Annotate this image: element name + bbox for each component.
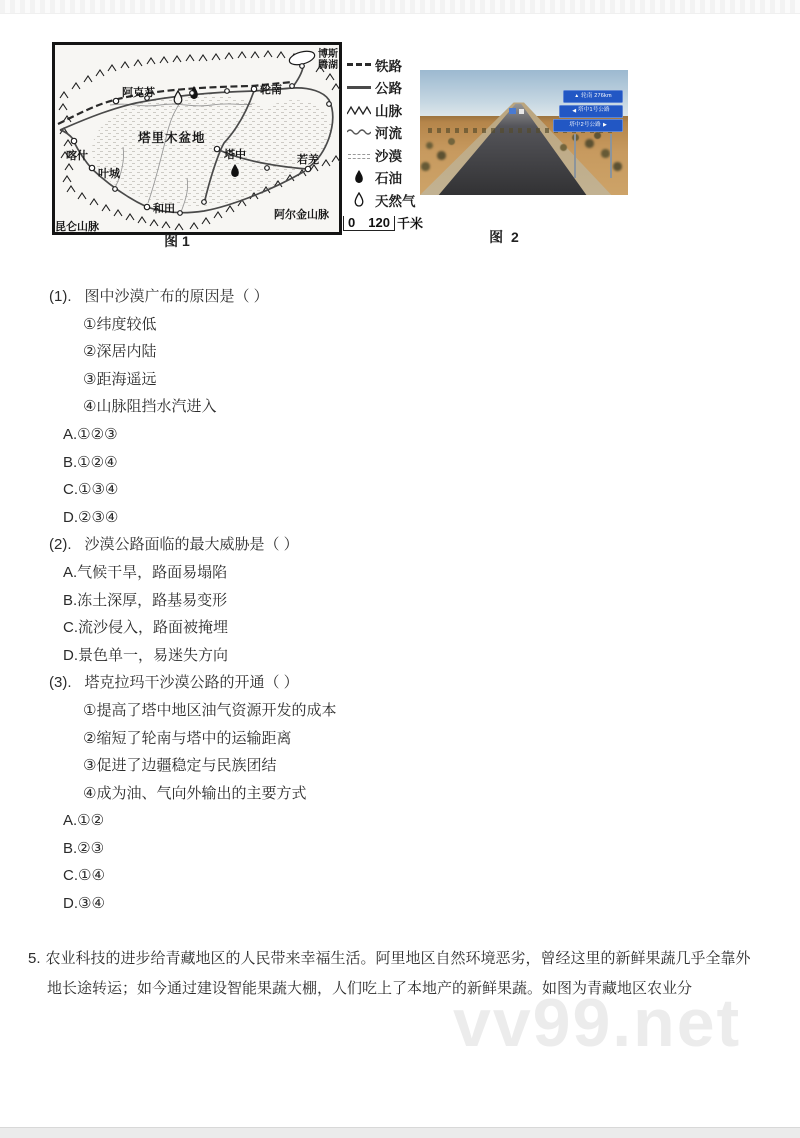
sign-post <box>574 134 577 178</box>
question-2-number: (2). <box>49 536 72 554</box>
map-label-aerjin: 阿尔金山脉 <box>274 209 329 221</box>
question-3-number: (3). <box>49 674 72 692</box>
map-label-yecheng: 叶城 <box>98 168 120 180</box>
question-1-item-1: ①纬度较低 <box>83 315 157 333</box>
map-label-lake-2: 腾湖 <box>318 60 338 71</box>
legend-row-desert <box>346 147 424 162</box>
question-2-option-c: C.流沙侵入，路面被掩埋 <box>63 619 229 637</box>
map-legend <box>346 57 424 207</box>
question-2-option-d: D.景色单一，易迷失方向 <box>63 646 229 664</box>
question-5-text: 农业科技的进步给青藏地区的人民带来幸福生活。阿里地区自然环境恶劣，曾经这里的新鲜果蔬几乎全靠外地长途转运；如今通过建设智能果蔬大棚，人们吃上了本地产的新鲜果蔬。如图为青藏地区农业分 <box>45 950 751 997</box>
photo-scrub-bushes <box>420 70 423 73</box>
sign-post <box>610 134 613 178</box>
scale-start: 0 <box>348 215 356 230</box>
question-2-option-b: B.冻土深厚，路基易变形 <box>63 591 228 609</box>
question-1-option-a: A.①②③ <box>63 425 118 443</box>
up-arrow-icon: ▲ <box>574 93 580 99</box>
question-3-option-a: A.①② <box>63 812 105 830</box>
question-3-item-2: ②缩短了轮南与塔中的运输距离 <box>83 729 292 747</box>
oil-drop-icon <box>346 169 371 185</box>
legend-label: 石油 <box>375 171 402 186</box>
page-bottom-edge <box>0 1127 800 1138</box>
sign-text: 塔中2号公路 <box>569 121 601 128</box>
gas-drop-icon <box>346 192 371 208</box>
question-1-option-b: B.①②④ <box>63 453 118 471</box>
legend-label: 天然气 <box>375 193 416 209</box>
right-arrow-icon: ▶ <box>602 122 607 128</box>
question-1-option-c: C.①③④ <box>63 481 119 499</box>
map-label-lunnan: 轮南 <box>260 84 282 96</box>
question-1-item-3: ③距海遥远 <box>83 370 157 388</box>
map-label-basin: 塔里木盆地 <box>138 131 206 145</box>
question-3-item-1: ①提高了塔中地区油气资源开发的成本 <box>83 701 337 719</box>
question-3-option-d: D.③④ <box>63 895 105 913</box>
question-3-text: 塔克拉玛干沙漠公路的开通（ ） <box>84 674 299 692</box>
legend-row-gas <box>346 192 424 207</box>
map-scale-bar <box>343 216 423 231</box>
question-3-option-c: C.①④ <box>63 867 105 885</box>
legend-row-oil <box>346 170 424 185</box>
question-1-option-d: D.②③④ <box>63 508 119 526</box>
desert-dots-icon <box>346 151 371 159</box>
scale-bracket <box>343 216 395 231</box>
photo-distant-sign <box>509 108 516 114</box>
question-1-item-2: ②深居内陆 <box>83 343 157 361</box>
question-3-stem-row <box>0 669 800 697</box>
question-list <box>0 283 800 918</box>
question-3-option-b: B.②③ <box>63 839 105 857</box>
question-1-text: 图中沙漠广布的原因是（ ） <box>84 288 269 305</box>
map-label-hetian: 和田 <box>153 203 175 215</box>
page-top-edge <box>0 0 800 14</box>
scale-end: 120 <box>368 215 390 230</box>
river-line-icon <box>346 127 371 137</box>
mountain-range-icon <box>346 105 371 115</box>
legend-row-mountain <box>346 102 424 117</box>
sign-line-tazhong1 <box>559 105 623 118</box>
legend-row-river <box>346 125 424 140</box>
question-1-stem-row <box>0 283 800 311</box>
map-label-akesu: 阿克苏 <box>122 87 155 99</box>
legend-label: 公路 <box>375 81 402 96</box>
map-label-tazhong: 塔中 <box>224 149 246 161</box>
question-2-text: 沙漠公路面临的最大威胁是（ ） <box>84 536 299 554</box>
desert-highway-photo <box>420 70 628 195</box>
question-5-number: 5. <box>28 950 41 967</box>
legend-label: 山脉 <box>375 103 402 119</box>
figure2-caption: 图 2 <box>489 229 521 245</box>
question-1-number: (1). <box>49 288 72 305</box>
highway-line-icon <box>346 86 371 89</box>
question-2-option-a: A.气候干旱，路面易塌陷 <box>63 563 228 581</box>
legend-label: 河流 <box>375 126 402 141</box>
railway-line-icon <box>346 63 371 66</box>
sign-line-tazhong2 <box>553 119 623 132</box>
sign-text: 塔中1号公路 <box>578 107 610 114</box>
photo-distant-building <box>519 109 524 114</box>
left-arrow-icon: ◀ <box>572 107 577 114</box>
map-label-kunlun: 昆仑山脉 <box>55 221 99 233</box>
figure1-caption: 图 1 <box>164 233 190 249</box>
question-1-item-4: ④山脉阻挡水汽进入 <box>83 398 217 416</box>
map-label-kashi: 喀什 <box>66 150 88 162</box>
question-3-item-4: ④成为油、气向外输出的主要方式 <box>83 784 307 802</box>
watermark-text: vv99.net <box>453 985 742 1061</box>
road-sign-board <box>553 90 623 134</box>
map-label-lake-1: 博斯 <box>318 49 338 60</box>
legend-label: 沙漠 <box>375 148 402 164</box>
map-label-ruoqiang: 若羌 <box>297 154 319 166</box>
legend-row-railway <box>346 57 424 72</box>
sign-line-lunnan <box>563 90 623 103</box>
question-3-item-3: ③促进了边疆稳定与民族团结 <box>83 757 277 775</box>
sign-text: 轮南 276km <box>581 92 612 99</box>
scale-unit: 千米 <box>396 216 423 231</box>
tarim-basin-map <box>52 42 342 235</box>
question-2-stem-row <box>0 531 800 559</box>
legend-label: 铁路 <box>375 58 402 74</box>
legend-row-highway <box>346 80 424 95</box>
